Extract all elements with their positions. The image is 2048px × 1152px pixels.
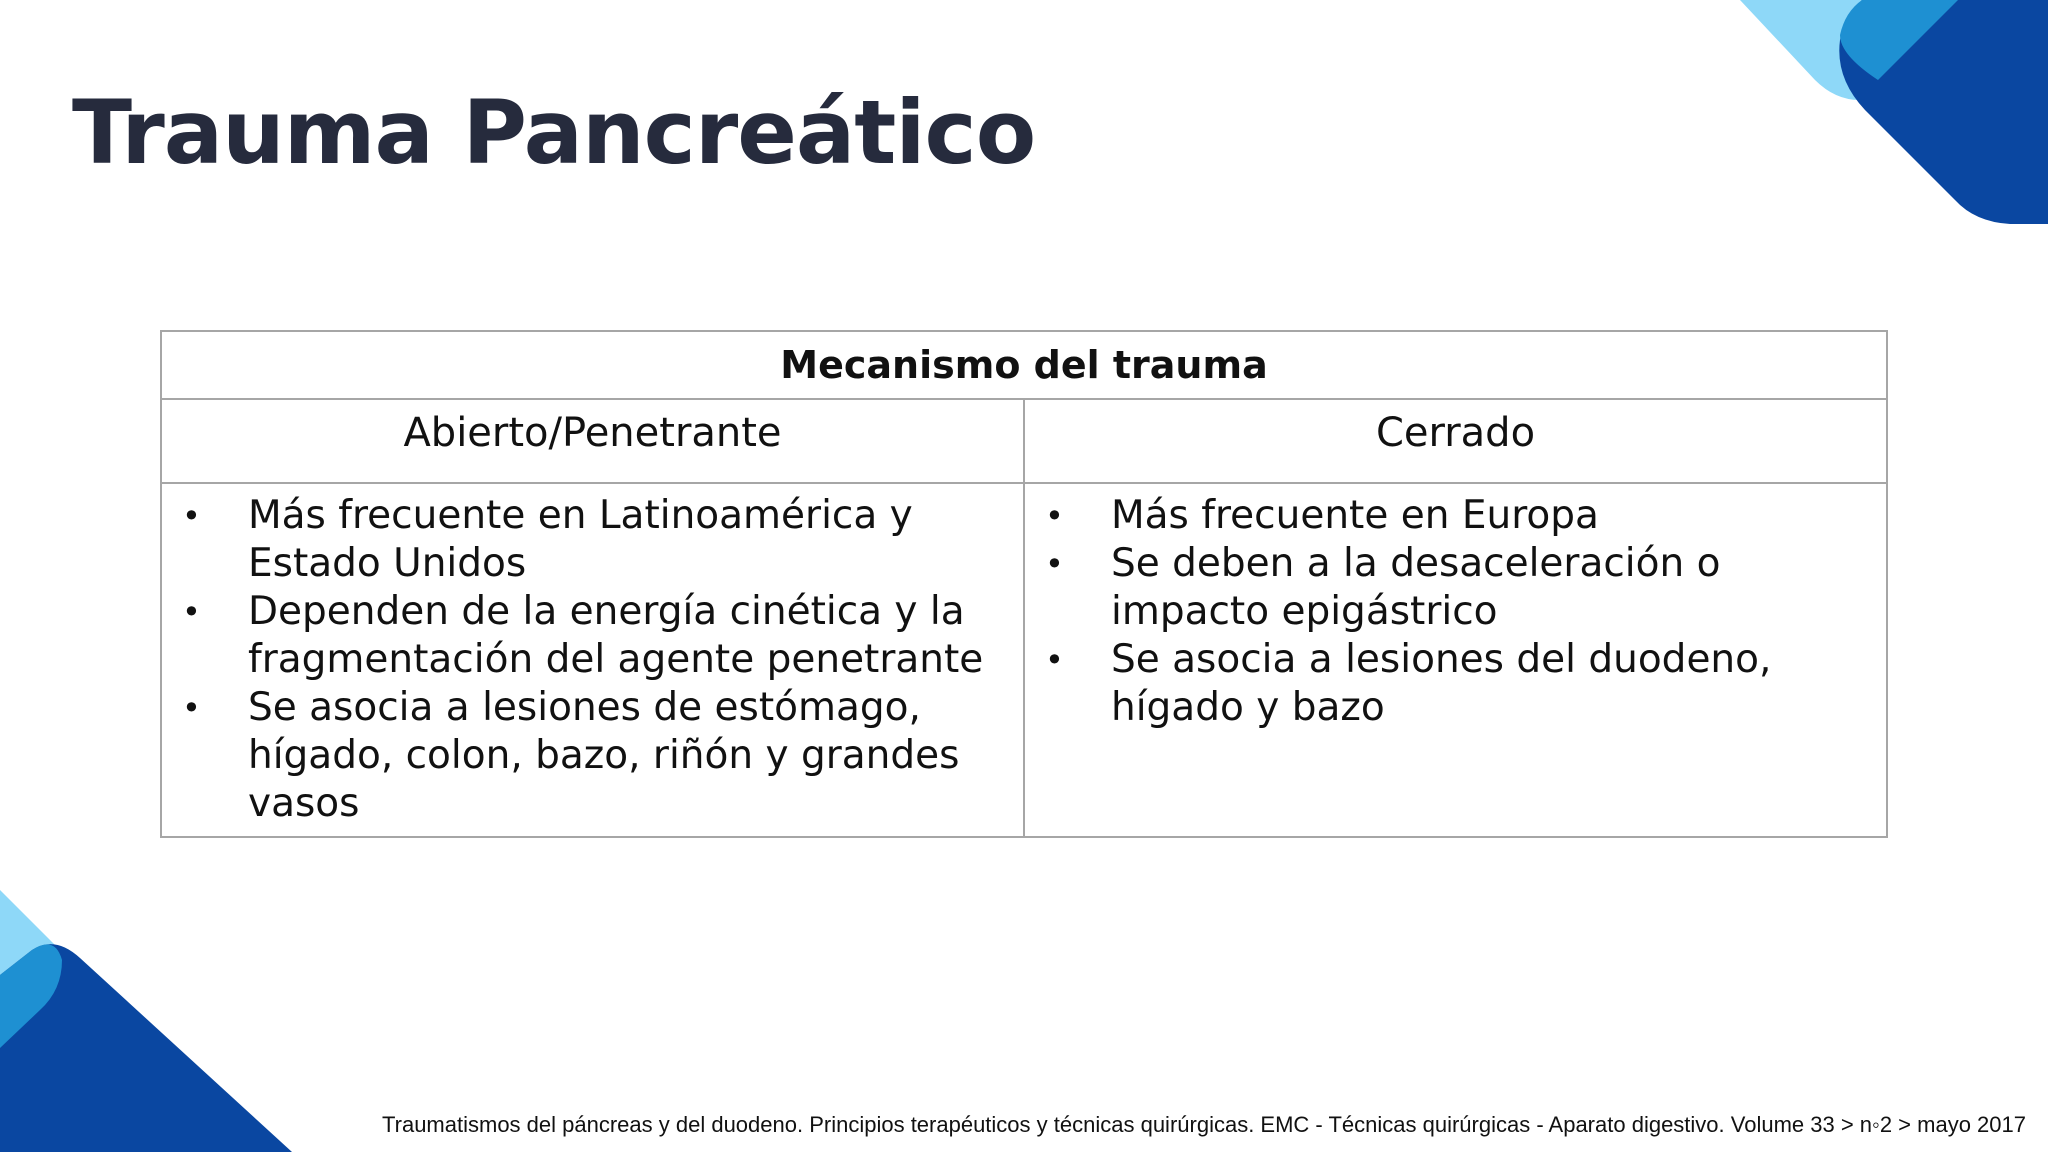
penetrating-cell [161,483,1024,837]
list-item-text: Más frecuente en Latinoamérica y Estado Unidos [248,493,913,586]
blunt-list [1025,484,1886,732]
list-item [162,684,1003,828]
list-item [1025,492,1866,540]
column-header-penetrating: Abierto/Penetrante [161,399,1024,483]
citation-footer: Traumatismos del páncreas y del duodeno. Principios terapéuticos y técnicas quirúrgicas. EMC - Técnicas quirúrgicas - Aparato digestivo. Volume 33 > n◦2 > mayo 2017 [382,1112,2026,1137]
top-right-mid-shape [1840,0,1958,80]
table-header-row [161,331,1887,399]
table-body-row [161,483,1887,837]
bullet-icon: • [1045,497,1064,535]
list-item-text: Más frecuente en Europa [1111,493,1599,538]
blunt-cell [1024,483,1887,837]
bottom-left-dark-shape [0,944,292,1152]
table-header: Mecanismo del trauma [161,331,1887,399]
list-item-text: Dependen de la energía cinética y la fragmentación del agente penetrante [248,589,984,682]
bullet-icon: • [1045,545,1064,583]
bottom-left-corner-decoration [0,890,292,1152]
list-item-text: Se asocia a lesiones del duodeno, hígado y bazo [1111,637,1772,730]
top-right-corner-decoration [1740,0,2048,224]
bottom-left-mid-shape [0,944,62,1048]
column-header-blunt: Cerrado [1024,399,1887,483]
column-header-row [161,399,1887,483]
list-item-text: Se asocia a lesiones de estómago, hígado, colon, bazo, riñón y grandes vasos [248,685,960,826]
penetrating-list [162,484,1023,828]
list-item [162,492,1003,588]
trauma-mechanism-table [160,330,1888,838]
list-item [162,588,1003,684]
bottom-left-light-shape [0,890,60,1010]
top-right-dark-shape [1839,0,2048,224]
list-item-text: Se deben a la desaceleración o impacto epigástrico [1111,541,1721,634]
top-right-light-shape [1740,0,1920,100]
list-item [1025,636,1866,732]
bullet-icon: • [182,497,201,535]
bullet-icon: • [182,689,201,727]
bullet-icon: • [1045,641,1064,679]
bullet-icon: • [182,593,201,631]
slide-title: Trauma Pancreático [72,81,1036,184]
list-item [1025,540,1866,636]
